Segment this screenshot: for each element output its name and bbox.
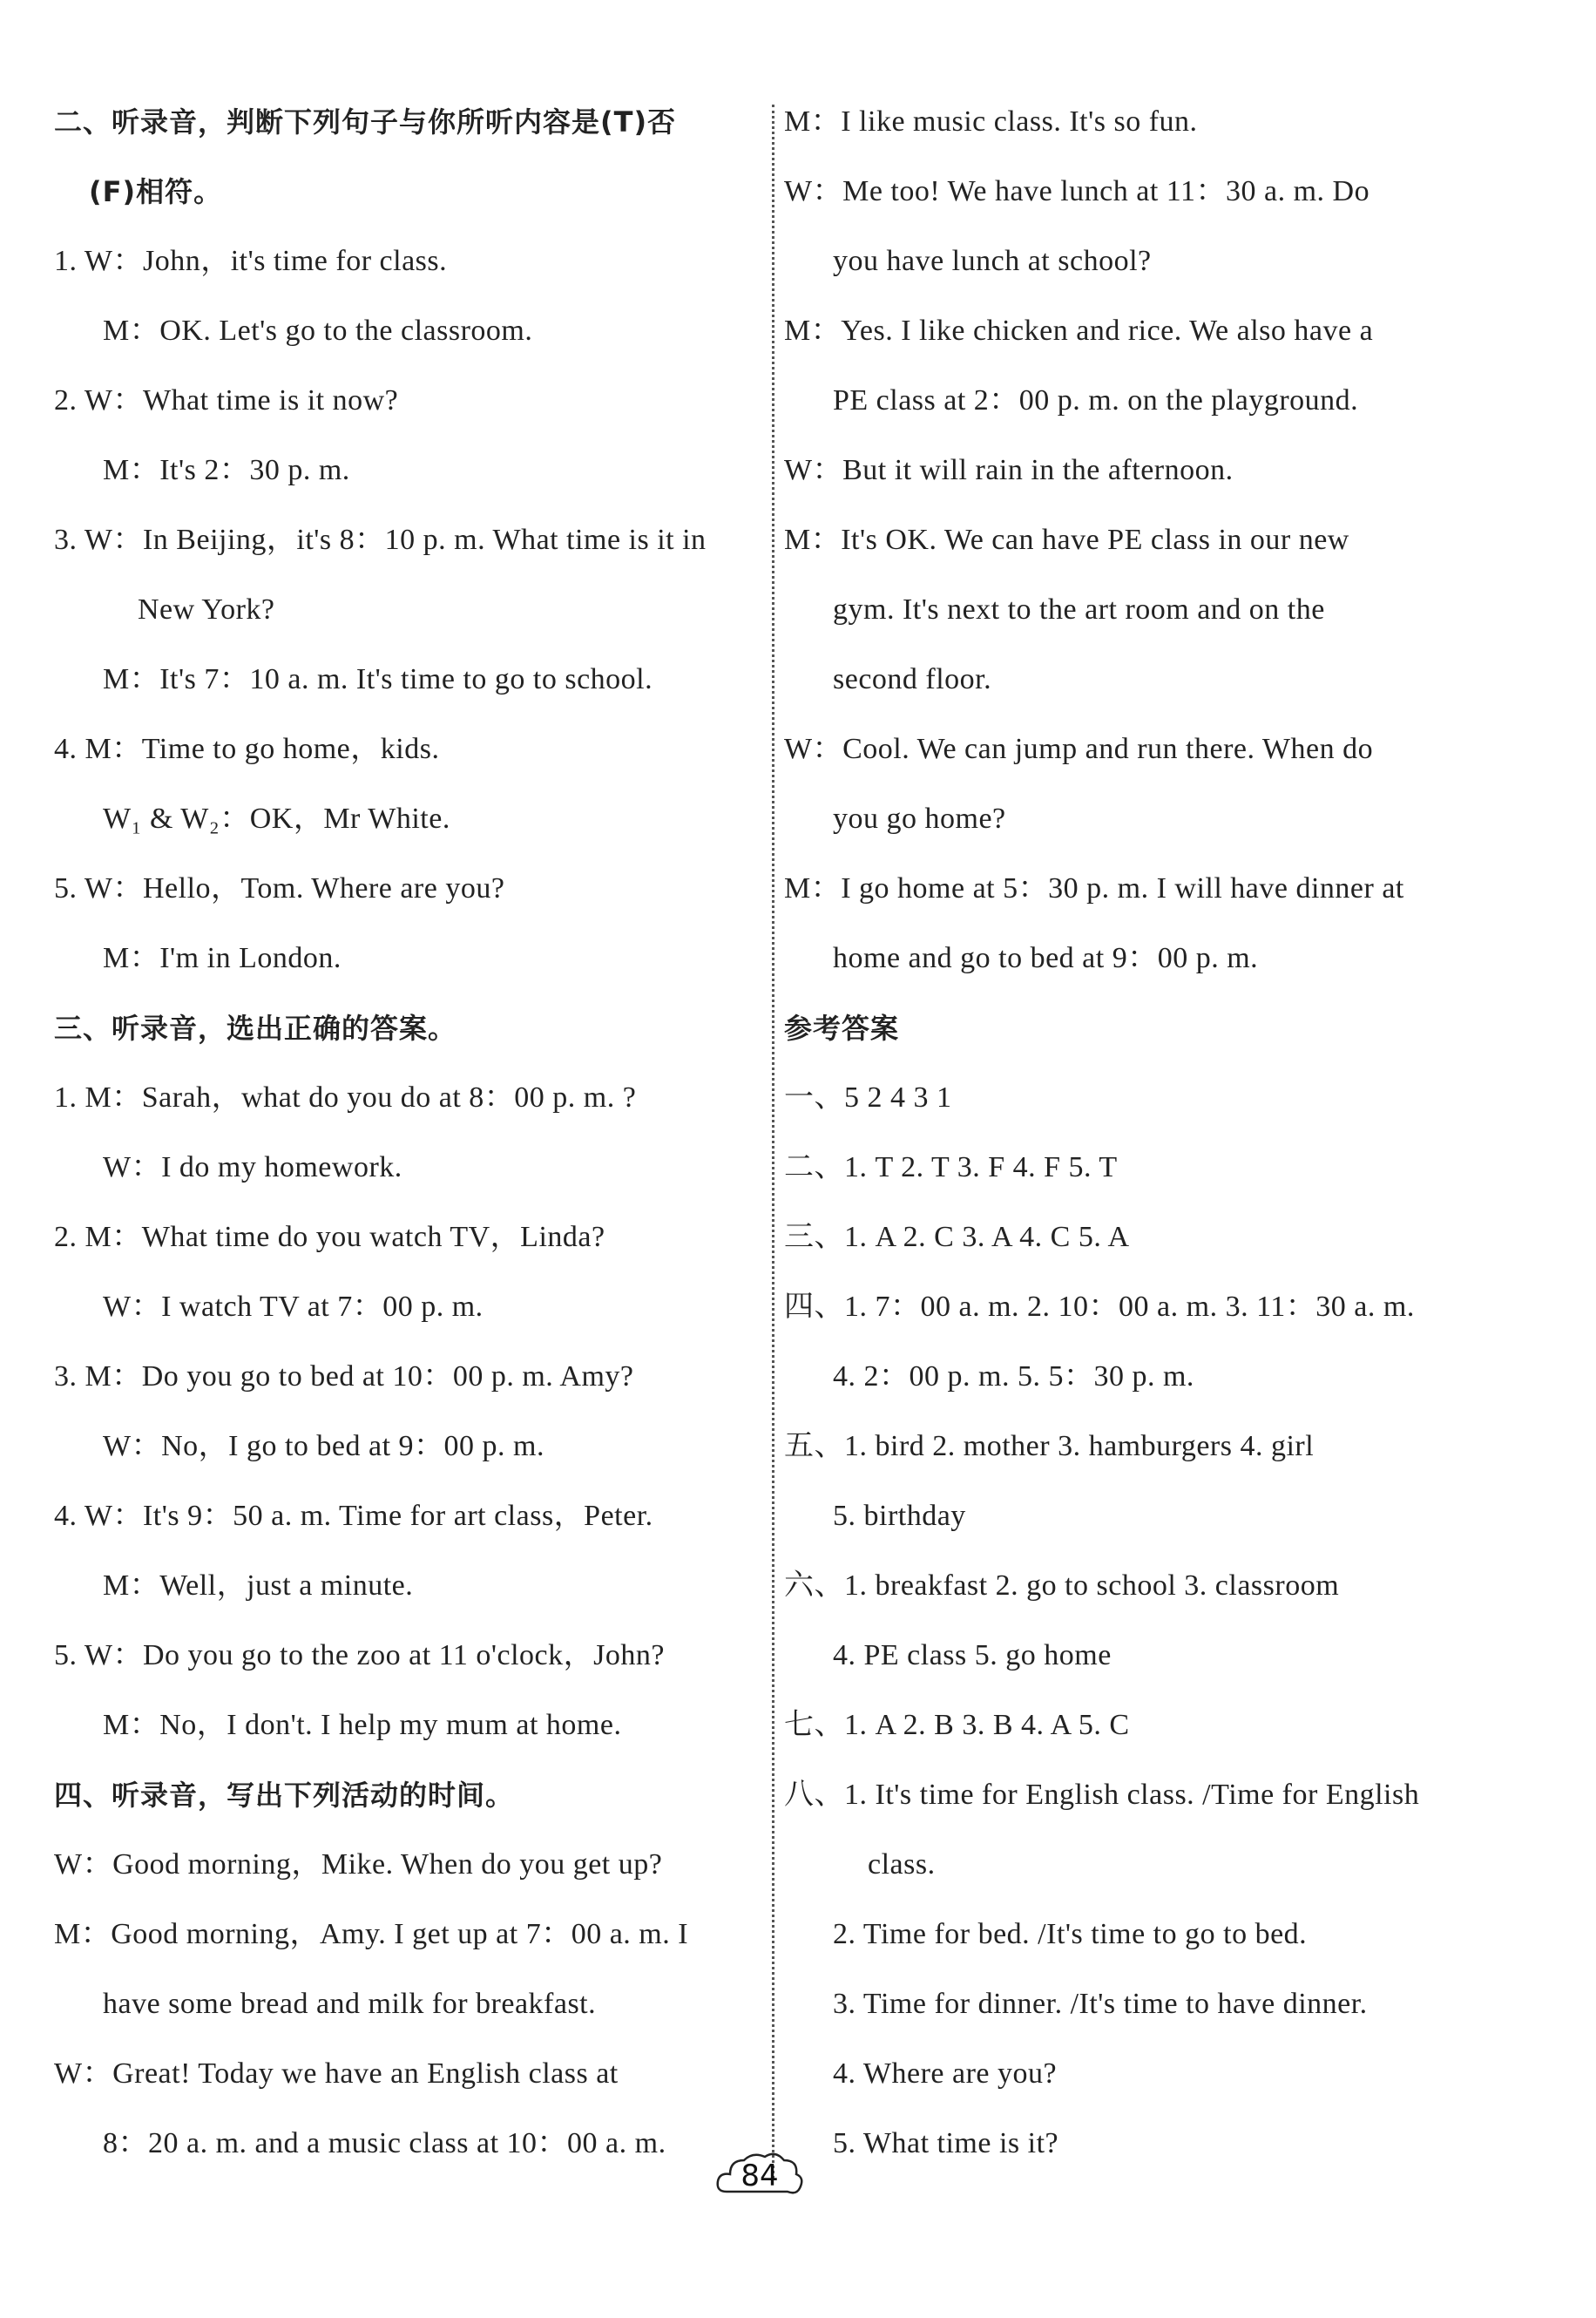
column-divider <box>772 105 774 2179</box>
dialog-line: New York? <box>138 593 275 626</box>
section-2-title-cont: (F)相符。 <box>89 175 223 208</box>
dialog-line: W：No，I go to bed at 9：00 p. m. <box>103 1430 544 1462</box>
dialog-line: have some bread and milk for breakfast. <box>103 1988 597 2020</box>
dialog-line: M：It's 7：10 a. m. It's time to go to school. <box>103 663 653 695</box>
answer-line: 一、5 2 4 3 1 <box>784 1081 952 1114</box>
answer-line: 4. Where are you? <box>833 2057 1058 2090</box>
dialog-line: W：Me too! We have lunch at 11：30 a. m. Do <box>784 175 1370 207</box>
dialog-line: 3. W：In Beijing，it's 8：10 p. m. What time is it in <box>54 524 707 556</box>
dialog-line: W：Cool. We can jump and run there. When do <box>784 733 1374 765</box>
dialog-line: 1. M：Sarah，what do you do at 8：00 p. m. ? <box>54 1081 637 1114</box>
dialog-line: 4. M：Time to go home，kids. <box>54 733 440 765</box>
dialog-line: W₁ & W₂：OK，Mr White. <box>103 803 450 835</box>
dialog-line: W：Great! Today we have an English class at <box>54 2057 619 2090</box>
dialog-line: W：Good morning，Mike. When do you get up? <box>54 1848 663 1881</box>
dialog-line: W：But it will rain in the afternoon. <box>784 454 1234 486</box>
answer-line: 四、1. 7：00 a. m. 2. 10：00 a. m. 3. 11：30 a. m. <box>784 1291 1415 1323</box>
dialog-line: 8：20 a. m. and a music class at 10：00 a. m. <box>103 2127 666 2159</box>
dialog-line: 5. W：Hello，Tom. Where are you? <box>54 872 505 905</box>
answer-line: class. <box>868 1848 936 1881</box>
page-number-badge <box>714 2148 805 2204</box>
dialog-line: you go home? <box>833 803 1006 835</box>
dialog-line: W：I do my homework. <box>103 1151 402 1183</box>
section-4-title: 四、听录音，写出下列活动的时间。 <box>54 1779 515 1812</box>
dialog-line: M：I go home at 5：30 p. m. I will have dinner at <box>784 872 1404 905</box>
dialog-line: 3. M：Do you go to bed at 10：00 p. m. Amy? <box>54 1360 634 1393</box>
dialog-line: M：I like music class. It's so fun. <box>784 105 1198 138</box>
left-column <box>54 87 758 2179</box>
answer-line: 5. birthday <box>833 1500 966 1532</box>
dialog-line: W：I watch TV at 7：00 p. m. <box>103 1291 484 1323</box>
dialog-line: PE class at 2：00 p. m. on the playground. <box>833 384 1359 417</box>
dialog-line: M：Well，just a minute. <box>103 1569 414 1602</box>
answer-line: 3. Time for dinner. /It's time to have dinner. <box>833 1988 1368 2020</box>
answer-line: 八、1. It's time for English class. /Time for English <box>784 1779 1420 1811</box>
answer-line: 六、1. breakfast 2. go to school 3. classroom <box>784 1569 1340 1602</box>
dialog-line: 4. W：It's 9：50 a. m. Time for art class，Peter. <box>54 1500 653 1532</box>
answer-line: 七、1. A 2. B 3. B 4. A 5. C <box>784 1709 1130 1741</box>
dialog-line: M：I'm in London. <box>103 942 342 974</box>
dialog-line: 1. W：John，it's time for class. <box>54 245 448 277</box>
answer-line: 2. Time for bed. /It's time to go to bed. <box>833 1918 1308 1950</box>
answer-line: 二、1. T 2. T 3. F 4. F 5. T <box>784 1151 1118 1183</box>
dialog-line: M：It's OK. We can have PE class in our new <box>784 524 1349 556</box>
section-2-title: 二、听录音，判断下列句子与你所听内容是(T)否 <box>54 105 677 139</box>
section-3-title: 三、听录音，选出正确的答案。 <box>54 1012 457 1045</box>
page-number: 84 <box>741 2159 779 2193</box>
dialog-line: M：OK. Let's go to the classroom. <box>103 315 533 347</box>
answer-line: 5. What time is it? <box>833 2127 1059 2159</box>
dialog-line: M：Yes. I like chicken and rice. We also have a <box>784 315 1374 347</box>
answers-title: 参考答案 <box>784 1012 900 1045</box>
dialog-line: 2. W：What time is it now? <box>54 384 399 417</box>
dialog-line: M：It's 2：30 p. m. <box>103 454 350 486</box>
answer-line: 三、1. A 2. C 3. A 4. C 5. A <box>784 1221 1130 1253</box>
answer-line: 4. 2：00 p. m. 5. 5：30 p. m. <box>833 1360 1194 1393</box>
dialog-line: M：Good morning，Amy. I get up at 7：00 a. m. I <box>54 1918 689 1950</box>
dialog-line: M：No，I don't. I help my mum at home. <box>103 1709 622 1741</box>
dialog-line: you have lunch at school? <box>833 245 1152 277</box>
answer-line: 4. PE class 5. go home <box>833 1639 1112 1671</box>
right-column <box>784 87 1498 2179</box>
dialog-line: gym. It's next to the art room and on the <box>833 593 1325 626</box>
dialog-line: home and go to bed at 9：00 p. m. <box>833 942 1259 974</box>
dialog-line: second floor. <box>833 663 992 695</box>
dialog-line: 2. M：What time do you watch TV，Linda? <box>54 1221 605 1253</box>
answer-line: 五、1. bird 2. mother 3. hamburgers 4. girl <box>784 1430 1315 1462</box>
dialog-line: 5. W：Do you go to the zoo at 11 o'clock，John? <box>54 1639 665 1671</box>
